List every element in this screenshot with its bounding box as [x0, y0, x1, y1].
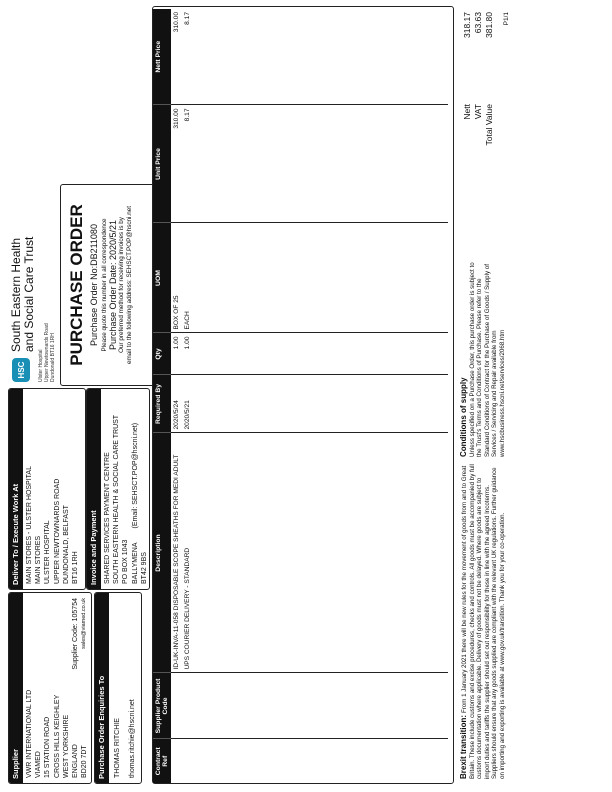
items-table — [153, 9, 448, 783]
hsc-logo-text: HSC — [16, 361, 26, 379]
po-title-box — [60, 184, 156, 386]
po-date: Purchase Order Date: 2020/5/21 — [108, 219, 119, 351]
supplier-box — [8, 592, 92, 784]
deliver-line: MAIN STORES - ULSTER HOSPITAL — [26, 466, 33, 584]
table-cell: EACH — [182, 223, 448, 333]
total-label: Total Value — [484, 104, 494, 146]
trust-address-line: Upper Newtownards Road — [44, 323, 50, 382]
column-header: Nett Price — [153, 9, 171, 105]
invoice-box — [86, 388, 150, 590]
brexit-notice — [456, 456, 552, 784]
column-header: Contract Ref — [153, 739, 171, 783]
supplier-header: Supplier — [9, 593, 23, 783]
table-cell: ID-UK-INVA-11-058 DISPOSABLE SCOPE SHEATHS FOR MEDI ADULT — [171, 433, 182, 673]
page-number: P1/1 — [503, 12, 510, 26]
column-header: Qty — [153, 333, 171, 375]
deliver-header: Deliver To / Execute Work At — [9, 389, 23, 589]
po-note: email to the following address: SEHSCT.POP@hscni.net — [125, 206, 133, 364]
total-value: 381.80 — [484, 12, 494, 38]
brexit-title: Brexit transition: — [459, 714, 468, 779]
table-cell — [171, 739, 182, 783]
conditions-box — [456, 252, 552, 462]
table-cell — [182, 673, 448, 739]
trust-address-line: Dundonald BT16 1RH — [50, 333, 56, 382]
table-row — [171, 9, 182, 783]
enquiries-email: thomas.ritchie@hscni.net — [129, 699, 137, 778]
enquiries-name: THOMAS RITCHIE — [114, 718, 121, 778]
conditions-text: Unless specified on a Purchase Order, this purchase order is subject to the Trust's Terms and Conditions of Purchase. Please refer to the Standard Conditions of Contract for the Purchase of Goods / Supply of Services / Servicing and Repair available from www.hscbusiness.hscni.net/services/2068.htm — [469, 262, 506, 457]
trust-name-line: and Social Care Trust — [22, 236, 36, 352]
table-cell: 310.00 — [171, 105, 182, 223]
supplier-line: ENGLAND — [72, 744, 80, 778]
trust-name-line: South Eastern Health — [9, 237, 23, 352]
column-header: UOM — [153, 223, 171, 333]
table-cell: 2020/5/21 — [182, 375, 448, 433]
supplier-line: VWR INTERNATIONAL LTD — [26, 689, 33, 778]
supplier-line: BD20 7DT — [81, 745, 89, 778]
invoice-email: (Email: SEHSCT.POP@hscni.net) — [131, 422, 139, 529]
trust-name — [10, 237, 36, 352]
deliver-line: ULSTER HOSPITAL — [44, 520, 52, 584]
invoice-line: PO BOX 1043 — [122, 539, 130, 584]
deliver-line: MAIN STORES — [35, 535, 43, 584]
vat-value: 63.63 — [473, 12, 483, 34]
conditions-title: Conditions of supply — [459, 377, 468, 457]
po-number: Purchase Order No:DB211080 — [89, 224, 99, 346]
deliver-line: BT16 1RH — [72, 551, 80, 584]
po-note: Our preferred method for receiving invoices is by — [118, 217, 126, 353]
hsc-logo — [12, 358, 30, 382]
supplier-email: sales@viamed.co.uk — [81, 598, 88, 649]
table-cell: 1.00 — [182, 333, 448, 375]
enquiries-box — [94, 592, 142, 784]
supplier-line: WEST YORKSHIRE — [62, 714, 70, 778]
table-header-row — [153, 9, 171, 783]
table-cell: BOX OF 25 — [171, 223, 182, 333]
deliver-line: UPPER NEWTOWNARDS ROAD — [53, 478, 61, 584]
table-cell — [182, 739, 448, 783]
table-cell: 8.17 — [182, 105, 448, 223]
table-cell — [171, 673, 182, 739]
table-cell: 2020/5/24 — [171, 375, 182, 433]
table-cell: 1.00 — [171, 333, 182, 375]
po-note: Please quote this number in all correspondence — [101, 218, 108, 352]
totals-panel — [462, 12, 512, 152]
deliver-to-box — [8, 388, 86, 590]
deliver-line: DUNDONALD, BELFAST — [62, 505, 70, 584]
trust-address — [38, 323, 56, 382]
table-cell: 310.00 — [171, 9, 182, 105]
supplier-line: CROSS HILLS KEIGHLEY — [53, 694, 61, 778]
invoice-line: BT42 9BS — [140, 552, 148, 584]
column-header: Supplier Product Code — [153, 673, 171, 739]
column-header: Description — [153, 433, 171, 673]
invoice-line: BALLYMENA — [131, 542, 139, 584]
nett-value: 318.17 — [462, 12, 472, 38]
table-row — [182, 9, 448, 783]
vat-label: VAT — [473, 104, 483, 120]
brexit-text: From 1 January 2021 there will be new rules for the movement of goods from and to Great Britain. These include customs and excise procedures, checks and controls. All goods must be accompanied by full customs documentation where applicable. Delivery of goods must not be delayed. Where goods are subject to import duties and tariffs the supplier should set out responsibility for these in line with the agreed Incoterms. Suppliers should ensure that any goods supplied are compliant with the relevant UK regulations. Further guidance on importing and exporting is available at www.gov.uk/transition. Thank you for your co-operation. — [461, 464, 506, 779]
column-header: Unit Price — [153, 105, 171, 223]
supplier-line: 15 STATION ROAD — [44, 716, 52, 778]
table-cell: UPS COURIER DELIVERY - STANDARD — [182, 433, 448, 673]
table-cell: 8.17 — [182, 9, 448, 105]
supplier-line: VIAMED — [35, 751, 43, 778]
invoice-line: SHARED SERVICES PAYMENT CENTRE — [104, 452, 111, 584]
invoice-line: SOUTH EASTERN HEALTH & SOCIAL CARE TRUST — [113, 414, 121, 584]
invoice-header: Invoice and Payment — [87, 389, 101, 589]
po-title: PURCHASE ORDER — [67, 204, 86, 366]
enquiries-header: Purchase Order Enquiries To — [95, 593, 109, 783]
column-header: Required By — [153, 375, 171, 433]
supplier-code: Supplier Code: 105754 — [72, 598, 80, 670]
trust-address-line: Ulster Hospital — [38, 349, 44, 382]
nett-label: Nett — [462, 104, 472, 120]
